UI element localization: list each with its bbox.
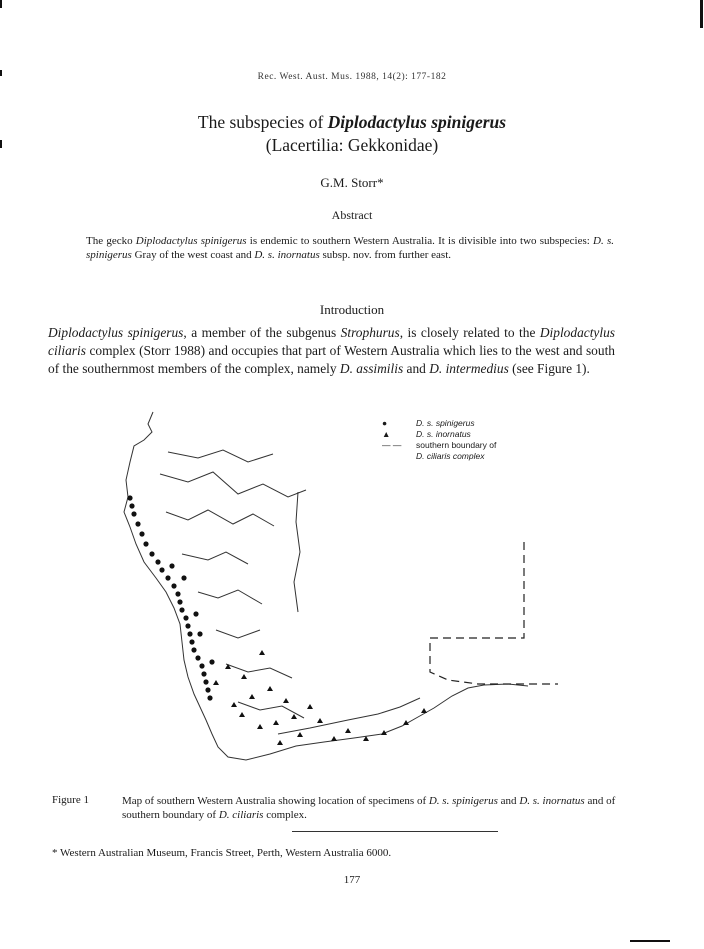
spinigerus-point <box>135 521 140 526</box>
spinigerus-point <box>177 599 182 604</box>
spinigerus-point <box>187 631 192 636</box>
spinigerus-point <box>199 663 204 668</box>
spinigerus-point <box>127 495 132 500</box>
spinigerus-point <box>179 607 184 612</box>
legend-item-inornatus <box>382 429 496 440</box>
spinigerus-point <box>207 695 212 700</box>
inornatus-point <box>259 650 265 655</box>
abstract-text: The gecko Diplodactylus spinigerus is endemic to southern Western Australia. It is divisible into two subspecies: D. s. spinigerus Gray of the west coast and D. s. inornatus subsp. nov. from further east. <box>86 235 614 261</box>
spinigerus-point <box>129 503 134 508</box>
inornatus-point <box>277 740 283 745</box>
inornatus-point <box>213 680 219 685</box>
spinigerus-point <box>165 575 170 580</box>
inland-line <box>160 472 306 497</box>
scan-edge-mark <box>0 0 2 8</box>
inornatus-point <box>273 720 279 725</box>
legend-item-spinigerus <box>382 418 496 429</box>
introduction-text: Diplodactylus spinigerus, a member of the subgenus Strophurus, is closely related to the Diplodactylus ciliaris complex (Storr 1988) and occupies that part of Western Australia which lies to the west and south of the southernmost members of the complex, namely D. assimilis and D. intermedius (see Figure 1). <box>48 325 616 376</box>
footnote-rule <box>292 831 498 832</box>
spinigerus-point <box>159 567 164 572</box>
scan-edge-mark <box>700 0 703 28</box>
inland-line <box>166 510 274 526</box>
inland-line <box>182 552 248 564</box>
spinigerus-point <box>197 631 202 636</box>
inland-line <box>216 630 260 638</box>
figure-label: Figure 1 <box>52 794 89 806</box>
spinigerus-point <box>209 659 214 664</box>
spinigerus-points <box>127 495 214 700</box>
footnote: * Western Australian Museum, Francis Street, Perth, Western Australia 6000. <box>52 847 392 859</box>
spinigerus-point <box>203 679 208 684</box>
spinigerus-point <box>175 591 180 596</box>
spinigerus-point <box>191 647 196 652</box>
inornatus-point <box>257 724 263 729</box>
paper-subtitle: (Lacertilia: Gekkonidae) <box>265 135 439 155</box>
inornatus-point <box>249 694 255 699</box>
spinigerus-point <box>193 611 198 616</box>
inland-line <box>294 492 300 612</box>
inornatus-points <box>213 650 427 745</box>
introduction-heading: Introduction <box>319 302 385 317</box>
inornatus-point <box>267 686 273 691</box>
abstract-heading: Abstract <box>331 208 373 222</box>
legend-label-inornatus: D. s. inornatus <box>416 429 471 439</box>
coastline <box>124 412 528 760</box>
spinigerus-point <box>205 687 210 692</box>
title-species: Diplodactylus spinigerus <box>327 112 507 132</box>
inornatus-point <box>225 664 231 669</box>
legend-label-boundary: southern boundary of D. ciliaris complex <box>416 440 497 461</box>
spinigerus-point <box>155 559 160 564</box>
title-prefix: The subspecies of <box>197 112 328 132</box>
inornatus-point <box>331 736 337 741</box>
scan-edge-mark <box>630 940 670 942</box>
page-number: 177 <box>343 874 361 886</box>
inornatus-point <box>307 704 313 709</box>
spinigerus-point <box>185 623 190 628</box>
journal-citation: Rec. West. Aust. Mus. 1988, 14(2): 177-182 <box>257 72 447 82</box>
figure-caption: Map of southern Western Australia showing location of specimens of D. s. spinigerus and D. s. inornatus and of southern boundary of D. ciliaris complex. <box>122 795 616 821</box>
spinigerus-point <box>171 583 176 588</box>
spinigerus-point <box>189 639 194 644</box>
dashed-line-icon: — — <box>382 440 402 450</box>
author: G.M. Storr* <box>320 175 384 190</box>
circle-marker-icon: ● <box>382 418 388 428</box>
inornatus-point <box>297 732 303 737</box>
triangle-marker-icon: ▲ <box>382 429 391 439</box>
inornatus-point <box>345 728 351 733</box>
spinigerus-point <box>169 563 174 568</box>
paper-title <box>0 112 704 133</box>
legend-label-spinigerus: D. s. spinigerus <box>416 418 475 428</box>
spinigerus-point <box>143 541 148 546</box>
inland-line <box>198 590 262 604</box>
map-legend <box>382 418 496 462</box>
inornatus-point <box>421 708 427 713</box>
inornatus-point <box>283 698 289 703</box>
inornatus-point <box>239 712 245 717</box>
inland-line <box>226 664 292 678</box>
inland-line <box>168 450 273 462</box>
spinigerus-point <box>139 531 144 536</box>
spinigerus-point <box>183 615 188 620</box>
inornatus-point <box>317 718 323 723</box>
inornatus-point <box>231 702 237 707</box>
spinigerus-point <box>149 551 154 556</box>
legend-item-boundary <box>382 440 496 462</box>
spinigerus-point <box>131 511 136 516</box>
ciliaris-boundary <box>430 542 558 684</box>
spinigerus-point <box>201 671 206 676</box>
inornatus-point <box>241 674 247 679</box>
spinigerus-point <box>181 575 186 580</box>
spinigerus-point <box>195 655 200 660</box>
inornatus-point <box>291 714 297 719</box>
